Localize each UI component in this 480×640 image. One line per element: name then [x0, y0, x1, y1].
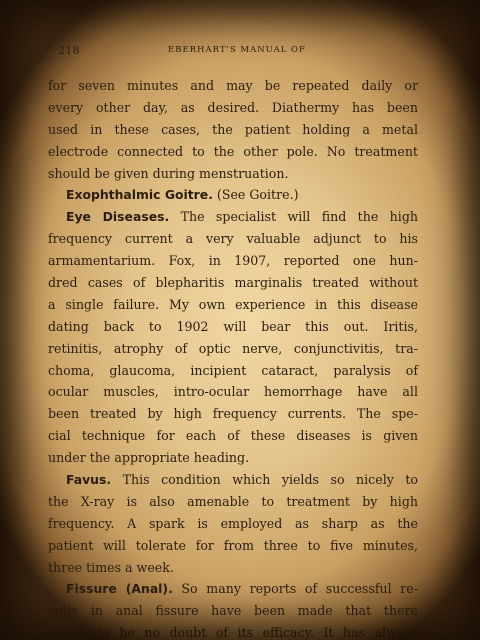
line-text: every other day, as desired. Diathermy has been [48, 99, 418, 115]
line-text: seems to be no doubt of its efficacy. It has always [48, 625, 418, 640]
line-text: dating back to 1902 will bear this out. Iritis, [48, 318, 418, 334]
entry-heading-line [48, 469, 418, 491]
page-number: 218 [58, 44, 80, 57]
line-text: dred cases of blepharitis marginalis treated without [48, 275, 418, 291]
text-line [48, 228, 418, 250]
line-text: patient will tolerate for from three to five minutes, [48, 537, 418, 553]
body-text [48, 75, 418, 640]
text-line [48, 425, 418, 447]
text-line [48, 97, 418, 119]
line-text: frequency. A spark is employed as sharp as the [48, 515, 418, 531]
text-line [48, 338, 418, 360]
line-text: cial technique for each of these diseases is given [48, 428, 418, 444]
line-text: the X-ray is also amenable to treatment by high [48, 493, 418, 509]
text-line [48, 75, 418, 97]
text-line [48, 316, 418, 338]
text-line [48, 141, 418, 163]
line-text: a single failure. My own experience in this disease [48, 296, 418, 312]
text-line [48, 447, 418, 469]
line-text: for seven minutes and may be repeated daily or [48, 78, 418, 93]
line-text: ocular muscles, intro-ocular hemorrhage have all [48, 384, 418, 400]
entry-heading: Eye Diseases. [66, 209, 170, 225]
text-line [48, 557, 418, 579]
text-line [48, 360, 418, 382]
line-text: armamentarium. Fox, in 1907, reported one hun- [48, 253, 418, 269]
line-text: been treated by high frequency currents. The spe- [48, 406, 418, 422]
entry-heading-line [48, 184, 418, 206]
text-line [48, 600, 418, 622]
line-text: used in these cases, the patient holding a metal [48, 121, 418, 137]
text-line [48, 163, 418, 185]
line-text: three times a week. [48, 559, 174, 575]
line-text: The specialist will find the high [169, 209, 418, 225]
text-line [48, 491, 418, 513]
entry-heading-line [48, 206, 418, 228]
page-header [58, 44, 388, 60]
text-line [48, 513, 418, 535]
text-line [48, 622, 418, 640]
text-line [48, 119, 418, 141]
line-text: under the appropriate heading. [48, 450, 250, 466]
line-text: frequency current a very valuable adjunct to his [48, 231, 418, 247]
text-line [48, 403, 418, 425]
text-line [48, 294, 418, 316]
line-text: retinitis, atrophy of optic nerve, conjunctivitis, tra- [48, 340, 418, 356]
entry-heading: Favus. [66, 472, 112, 488]
text-line [48, 535, 418, 557]
running-head: EBERHART'S MANUAL OF [168, 45, 306, 55]
line-text: This condition which yields so nicely to [111, 472, 418, 488]
entry-heading-line [48, 578, 418, 600]
line-text: electrode connected to the other pole. No treatment [48, 143, 418, 159]
line-text: should be given during menstruation. [48, 165, 289, 181]
entry-heading: Exophthalmic Goitre. [66, 187, 213, 203]
text-line [48, 250, 418, 272]
line-text: So many reports of successful re- [172, 581, 418, 597]
text-line [48, 381, 418, 403]
line-text: (See Goitre.) [212, 187, 299, 203]
line-text: sults in anal fissure have been made that there [48, 603, 418, 619]
line-text: choma, glaucoma, incipient cataract, paralysis of [48, 362, 418, 378]
entry-heading: Fissure (Anal). [66, 581, 173, 597]
text-line [48, 272, 418, 294]
